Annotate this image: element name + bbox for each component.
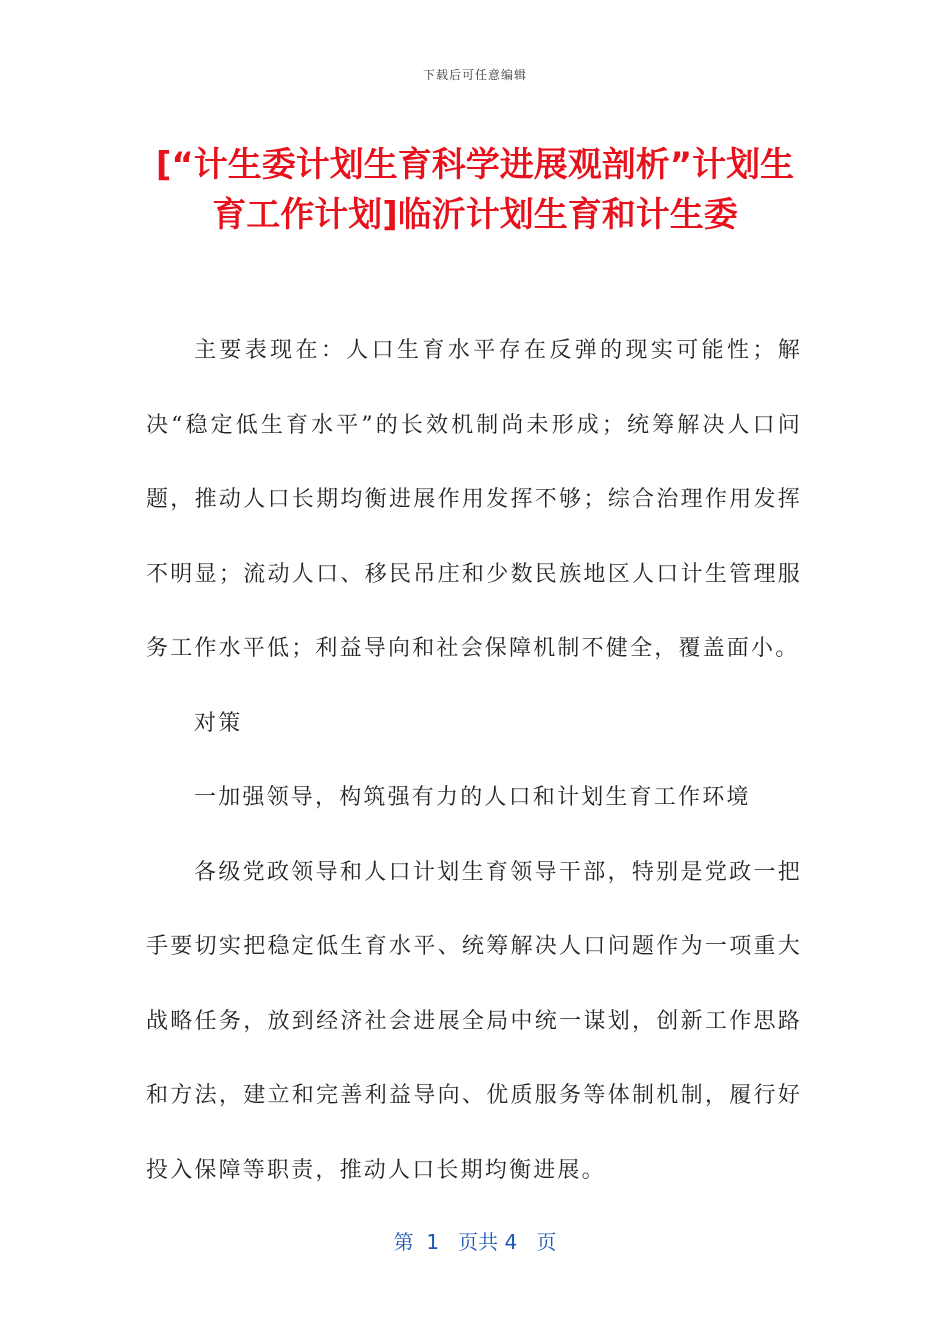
paragraph-countermeasures-heading: 对策: [194, 710, 243, 736]
paragraph-section-heading: 一加强领导，构筑强有力的人口和计划生育工作环境: [194, 785, 751, 810]
document-body: [146, 314, 802, 1208]
paragraph-problems: 主要表现在：人口生育水平存在反弹的现实可能性；解决“稳定低生育水平”的长效机制尚未形成；统筹解决人口问题，推动人口长期均衡进展作用发挥不够；综合治理作用发挥不明显；流动人口、移民吊庄和少数民族地区人口计生管理服务工作水平低；利益导向和社会保障机制不健全，覆盖面小。: [146, 338, 802, 661]
page-number-footer: 第 1 页共 4 页: [393, 1230, 557, 1254]
paragraph-leadership: 各级党政领导和人口计划生育领导干部，特别是党政一把手要切实把稳定低生育水平、统筹解决人口问题作为一项重大战略任务，放到经济社会进展全局中统一谋划，创新工作思路和方法，建立和完善利益导向、优质服务等体制机制，履行好投入保障等职责，推动人口长期均衡进展。: [146, 859, 802, 1183]
document-title: [“计生委计划生育科学进展观剖析”计划生育工作计划]临沂计划生育和计生委: [155, 145, 795, 235]
header-note: 下载后可任意编辑: [422, 68, 527, 82]
